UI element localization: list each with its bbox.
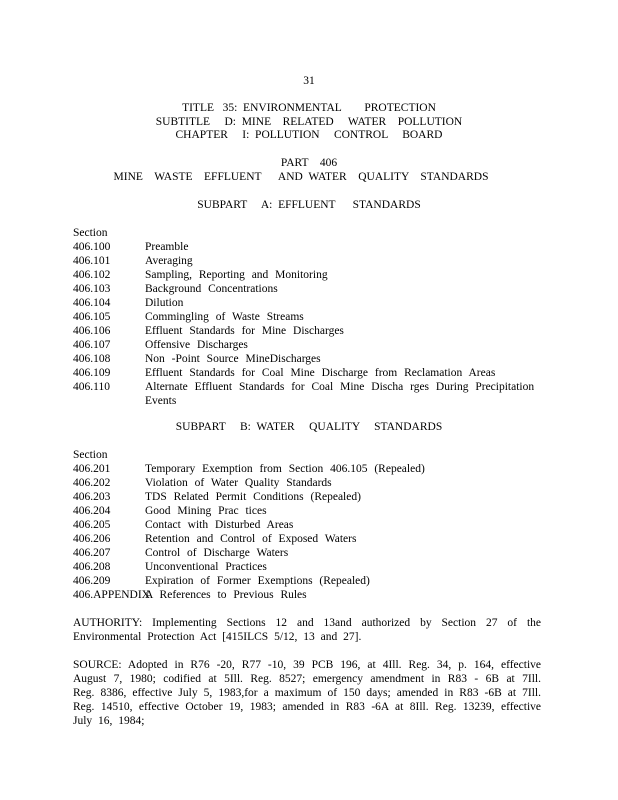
toc-entry bbox=[73, 254, 543, 268]
section-title: Retention and Control of Exposed Waters bbox=[145, 533, 357, 545]
toc-entry bbox=[73, 546, 543, 560]
section-number: 406.102 bbox=[73, 269, 111, 281]
toc-entry bbox=[73, 504, 543, 518]
part-number: PART 406 bbox=[280, 157, 338, 169]
page-number: 31 bbox=[303, 75, 315, 87]
toc-entry bbox=[73, 518, 543, 532]
toc-entry bbox=[73, 296, 543, 310]
section-title: Contact with Disturbed Areas bbox=[145, 519, 294, 531]
section-title: Offensive Discharges bbox=[145, 339, 248, 351]
section-title: Background Concentrations bbox=[145, 283, 278, 295]
toc-entry bbox=[73, 574, 543, 588]
section-number: 406.206 bbox=[73, 533, 111, 545]
section-number: 406.106 bbox=[73, 325, 111, 337]
toc-entry bbox=[73, 240, 543, 254]
section-column-label: Section bbox=[73, 449, 108, 461]
section-number: 406.100 bbox=[73, 241, 111, 253]
toc-entry bbox=[73, 324, 543, 338]
part-title: MINE WASTE EFFLUENT AND WATER QUALITY STANDARDS bbox=[113, 171, 489, 183]
section-title: Unconventional Practices bbox=[145, 561, 267, 573]
section-number: 406.APPENDIX bbox=[73, 589, 150, 601]
section-number: 406.203 bbox=[73, 491, 111, 503]
toc-entry bbox=[73, 532, 543, 546]
chapter-heading: CHAPTER I: POLLUTION CONTROL BOARD bbox=[175, 129, 443, 141]
toc-entry bbox=[73, 490, 543, 504]
section-title: Alternate Effluent Standards for Coal Mine Discha rges During Precipitation Events bbox=[145, 381, 535, 407]
section-number: 406.108 bbox=[73, 353, 111, 365]
section-number: 406.201 bbox=[73, 463, 111, 475]
authority-paragraph: AUTHORITY: Implementing Sections 12 and 13and authorized by Section 27 of the Environmental Protection Act [415ILCS 5/12, 13 and 27]. bbox=[73, 617, 541, 643]
section-number: 406.208 bbox=[73, 561, 111, 573]
toc-entry bbox=[73, 380, 543, 408]
section-title: Violation of Water Quality Standards bbox=[145, 477, 332, 489]
toc-entry bbox=[73, 338, 543, 352]
subpart-b-heading: SUBPART B: WATER QUALITY STANDARDS bbox=[175, 421, 443, 433]
section-number: 406.105 bbox=[73, 311, 111, 323]
section-number: 406.103 bbox=[73, 283, 111, 295]
section-title: Preamble bbox=[145, 241, 189, 253]
section-title: Non -Point Source MineDischarges bbox=[145, 353, 321, 365]
section-title: A References to Previous Rules bbox=[145, 589, 307, 601]
subpart-a-heading: SUBPART A: EFFLUENT STANDARDS bbox=[197, 199, 421, 211]
section-title: Commingling of Waste Streams bbox=[145, 311, 304, 323]
title-heading: TITLE 35: ENVIRONMENTAL PROTECTION bbox=[182, 102, 436, 114]
section-title: Temporary Exemption from Section 406.105 (Repealed) bbox=[145, 463, 425, 475]
toc-entry bbox=[73, 462, 543, 476]
toc-entry bbox=[73, 560, 543, 574]
toc-entry bbox=[73, 476, 543, 490]
section-number: 406.104 bbox=[73, 297, 111, 309]
section-title: Averaging bbox=[145, 255, 193, 267]
section-title: Effluent Standards for Coal Mine Discharge from Reclamation Areas bbox=[145, 367, 496, 379]
section-title: Dilution bbox=[145, 297, 184, 309]
section-title: Good Mining Prac tices bbox=[145, 505, 267, 517]
toc-entry bbox=[73, 268, 543, 282]
source-paragraph: SOURCE: Adopted in R76 -20, R77 -10, 39 PCB 196, at 4Ill. Reg. 34, p. 164, effective August 7, 1980; codified at 5Ill. Reg. 8527; emergency amendment in R83 - 6B at 7Ill. Reg. 8386, effective July 5, 1983,for a maximum of 150 days; amended in R83 -6B at 7Ill. Reg. 14510, effective October 19, 1983; amended in R83 -6A at 8Ill. Reg. 13239, effective July 16, 1984; bbox=[73, 659, 541, 727]
section-number: 406.110 bbox=[73, 381, 110, 393]
section-number: 406.101 bbox=[73, 255, 111, 267]
section-column-label: Section bbox=[73, 227, 108, 239]
section-title: Sampling, Reporting and Monitoring bbox=[145, 269, 328, 281]
section-number: 406.109 bbox=[73, 367, 111, 379]
subpart-a-section-list bbox=[73, 240, 543, 408]
toc-entry bbox=[73, 310, 543, 324]
subtitle-heading: SUBTITLE D: MINE RELATED WATER POLLUTION bbox=[155, 116, 463, 128]
section-number: 406.202 bbox=[73, 477, 111, 489]
subpart-b-section-list bbox=[73, 462, 543, 602]
toc-entry bbox=[73, 282, 543, 296]
section-number: 406.207 bbox=[73, 547, 111, 559]
section-number: 406.205 bbox=[73, 519, 111, 531]
section-title: Control of Discharge Waters bbox=[145, 547, 289, 559]
section-number: 406.107 bbox=[73, 339, 111, 351]
toc-entry bbox=[73, 588, 543, 602]
section-title: Effluent Standards for Mine Discharges bbox=[145, 325, 344, 337]
section-number: 406.209 bbox=[73, 575, 111, 587]
section-number: 406.204 bbox=[73, 505, 111, 517]
toc-entry bbox=[73, 366, 543, 380]
section-title: TDS Related Permit Conditions (Repealed) bbox=[145, 491, 361, 503]
toc-entry bbox=[73, 352, 543, 366]
section-title: Expiration of Former Exemptions (Repealed) bbox=[145, 575, 370, 587]
